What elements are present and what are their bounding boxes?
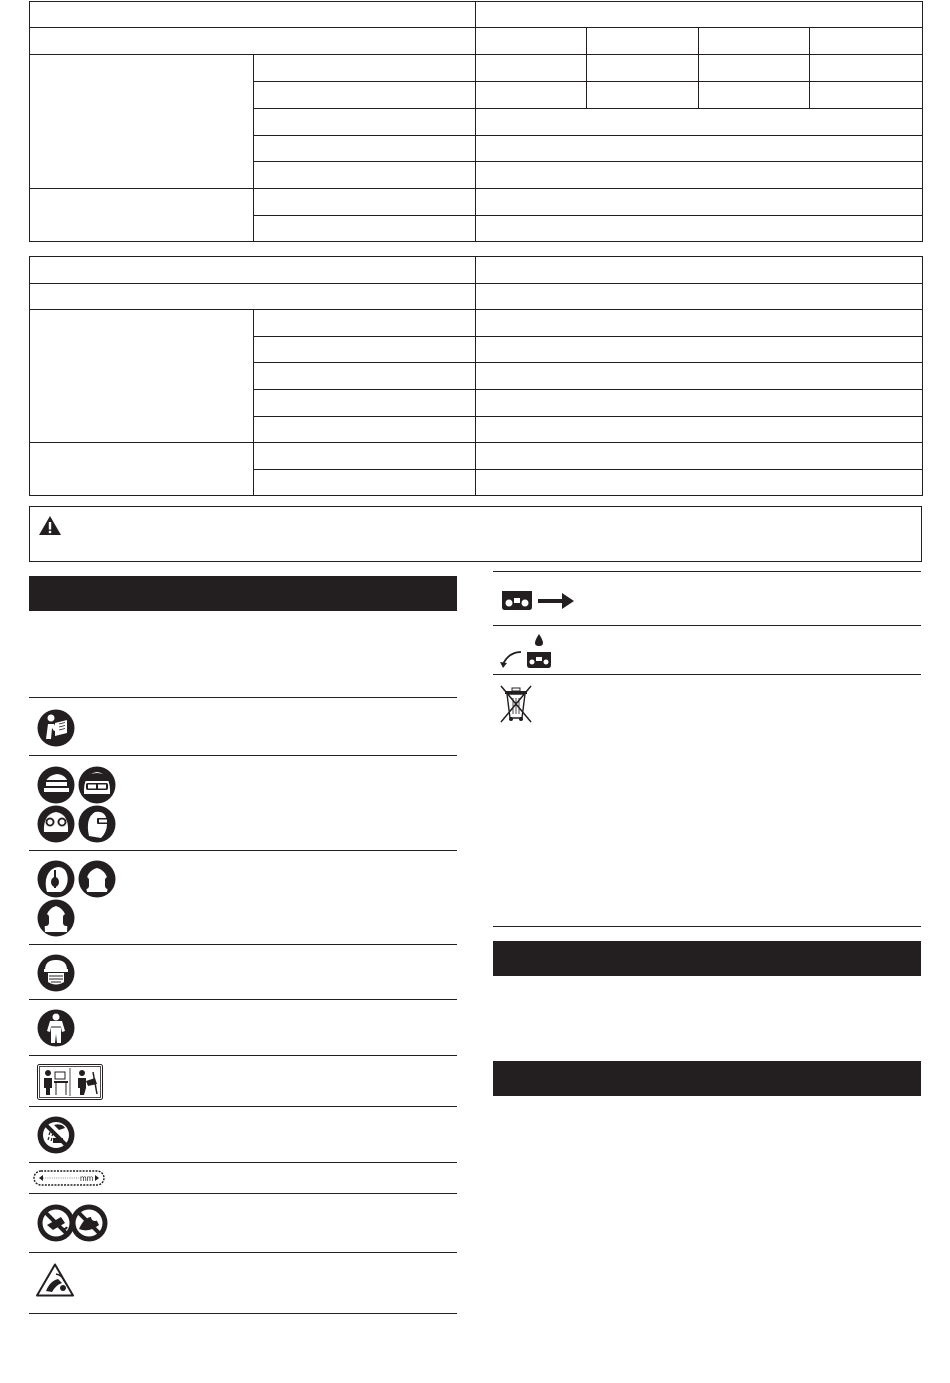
warning-triangle-icon xyxy=(38,515,62,541)
divider xyxy=(29,944,457,945)
protective-clothing-icon xyxy=(37,1009,75,1047)
divider xyxy=(29,850,457,851)
table2-row-label xyxy=(254,363,476,390)
table1-header-value xyxy=(476,2,923,28)
divider xyxy=(29,999,457,1000)
table1-cell xyxy=(476,136,923,162)
divider xyxy=(29,1313,457,1314)
training-icon xyxy=(37,1064,103,1100)
table1-cell xyxy=(587,82,699,109)
table2-row-label xyxy=(254,417,476,443)
table1-row-label xyxy=(254,189,476,216)
spec-table-1 xyxy=(29,1,923,242)
divider xyxy=(493,926,921,927)
table1-cell xyxy=(476,109,923,136)
table2-cell xyxy=(476,470,923,496)
table1-cell xyxy=(810,82,923,109)
table1-cell xyxy=(476,55,587,82)
table2-row-label xyxy=(254,337,476,363)
table1-cell xyxy=(476,82,587,109)
spec-table-2 xyxy=(29,256,923,496)
table1-model-col xyxy=(699,28,810,55)
table1-row-label xyxy=(254,162,476,189)
read-manual-icon xyxy=(37,709,75,747)
intended-use-section-header xyxy=(493,941,921,976)
divider xyxy=(29,1162,457,1163)
symbols-section-header xyxy=(29,576,457,611)
table1-header-label xyxy=(30,2,476,28)
ear-protection-icon xyxy=(37,860,117,938)
divider xyxy=(493,625,921,626)
table1-group-b-label xyxy=(30,189,254,242)
divider xyxy=(29,1106,457,1107)
table1-model-col xyxy=(476,28,587,55)
divider xyxy=(493,674,921,675)
table1-group-a-label xyxy=(30,55,254,189)
table1-model-col xyxy=(587,28,699,55)
table2-cell xyxy=(476,417,923,443)
divider xyxy=(29,1252,457,1253)
helmet-icon xyxy=(37,954,75,992)
intended-use-title xyxy=(493,941,921,959)
table2-group-b-label xyxy=(30,443,254,496)
table1-cell xyxy=(476,162,923,189)
table2-cell xyxy=(476,390,923,417)
table1-cell xyxy=(810,55,923,82)
divider xyxy=(29,755,457,756)
chain-length-icon xyxy=(33,1169,105,1187)
table2-model-label xyxy=(30,284,476,310)
warning-box xyxy=(29,506,922,562)
eye-protection-icon xyxy=(37,766,117,844)
chain-length-unit: mm xyxy=(80,1174,94,1183)
table2-group-a-label xyxy=(30,310,254,443)
table1-cell xyxy=(699,82,810,109)
symbols-section-title xyxy=(29,576,457,594)
crossed-bin-icon xyxy=(499,684,533,724)
divider xyxy=(493,571,921,572)
table1-model-col xyxy=(810,28,923,55)
divider xyxy=(29,1193,457,1194)
table1-row-label xyxy=(254,216,476,242)
safety-section-header xyxy=(493,1061,921,1096)
table2-cell xyxy=(476,310,923,337)
divider xyxy=(29,697,457,698)
table2-header-label xyxy=(30,257,476,284)
table2-model-value xyxy=(476,284,923,310)
kickback-warning-icon xyxy=(36,1263,74,1297)
table1-cell xyxy=(587,55,699,82)
table2-row-label xyxy=(254,390,476,417)
table1-cell xyxy=(699,55,810,82)
chain-oil-icon xyxy=(499,632,553,670)
table1-cell xyxy=(476,189,923,216)
table1-row-label xyxy=(254,82,476,109)
table2-cell xyxy=(476,363,923,390)
table1-row-label xyxy=(254,109,476,136)
divider xyxy=(29,1055,457,1056)
table2-row-label xyxy=(254,310,476,337)
table2-row-label xyxy=(254,470,476,496)
table1-row-label xyxy=(254,136,476,162)
table2-row-label xyxy=(254,443,476,470)
table2-cell xyxy=(476,443,923,470)
table1-cell xyxy=(476,216,923,242)
table1-model-label xyxy=(30,28,476,55)
table2-header-value xyxy=(476,257,923,284)
table2-cell xyxy=(476,337,923,363)
no-one-hand-use-icon xyxy=(37,1203,109,1243)
no-rain-icon xyxy=(37,1116,75,1154)
table1-row-label xyxy=(254,55,476,82)
safety-title xyxy=(493,1061,921,1079)
chain-direction-icon xyxy=(500,589,576,613)
